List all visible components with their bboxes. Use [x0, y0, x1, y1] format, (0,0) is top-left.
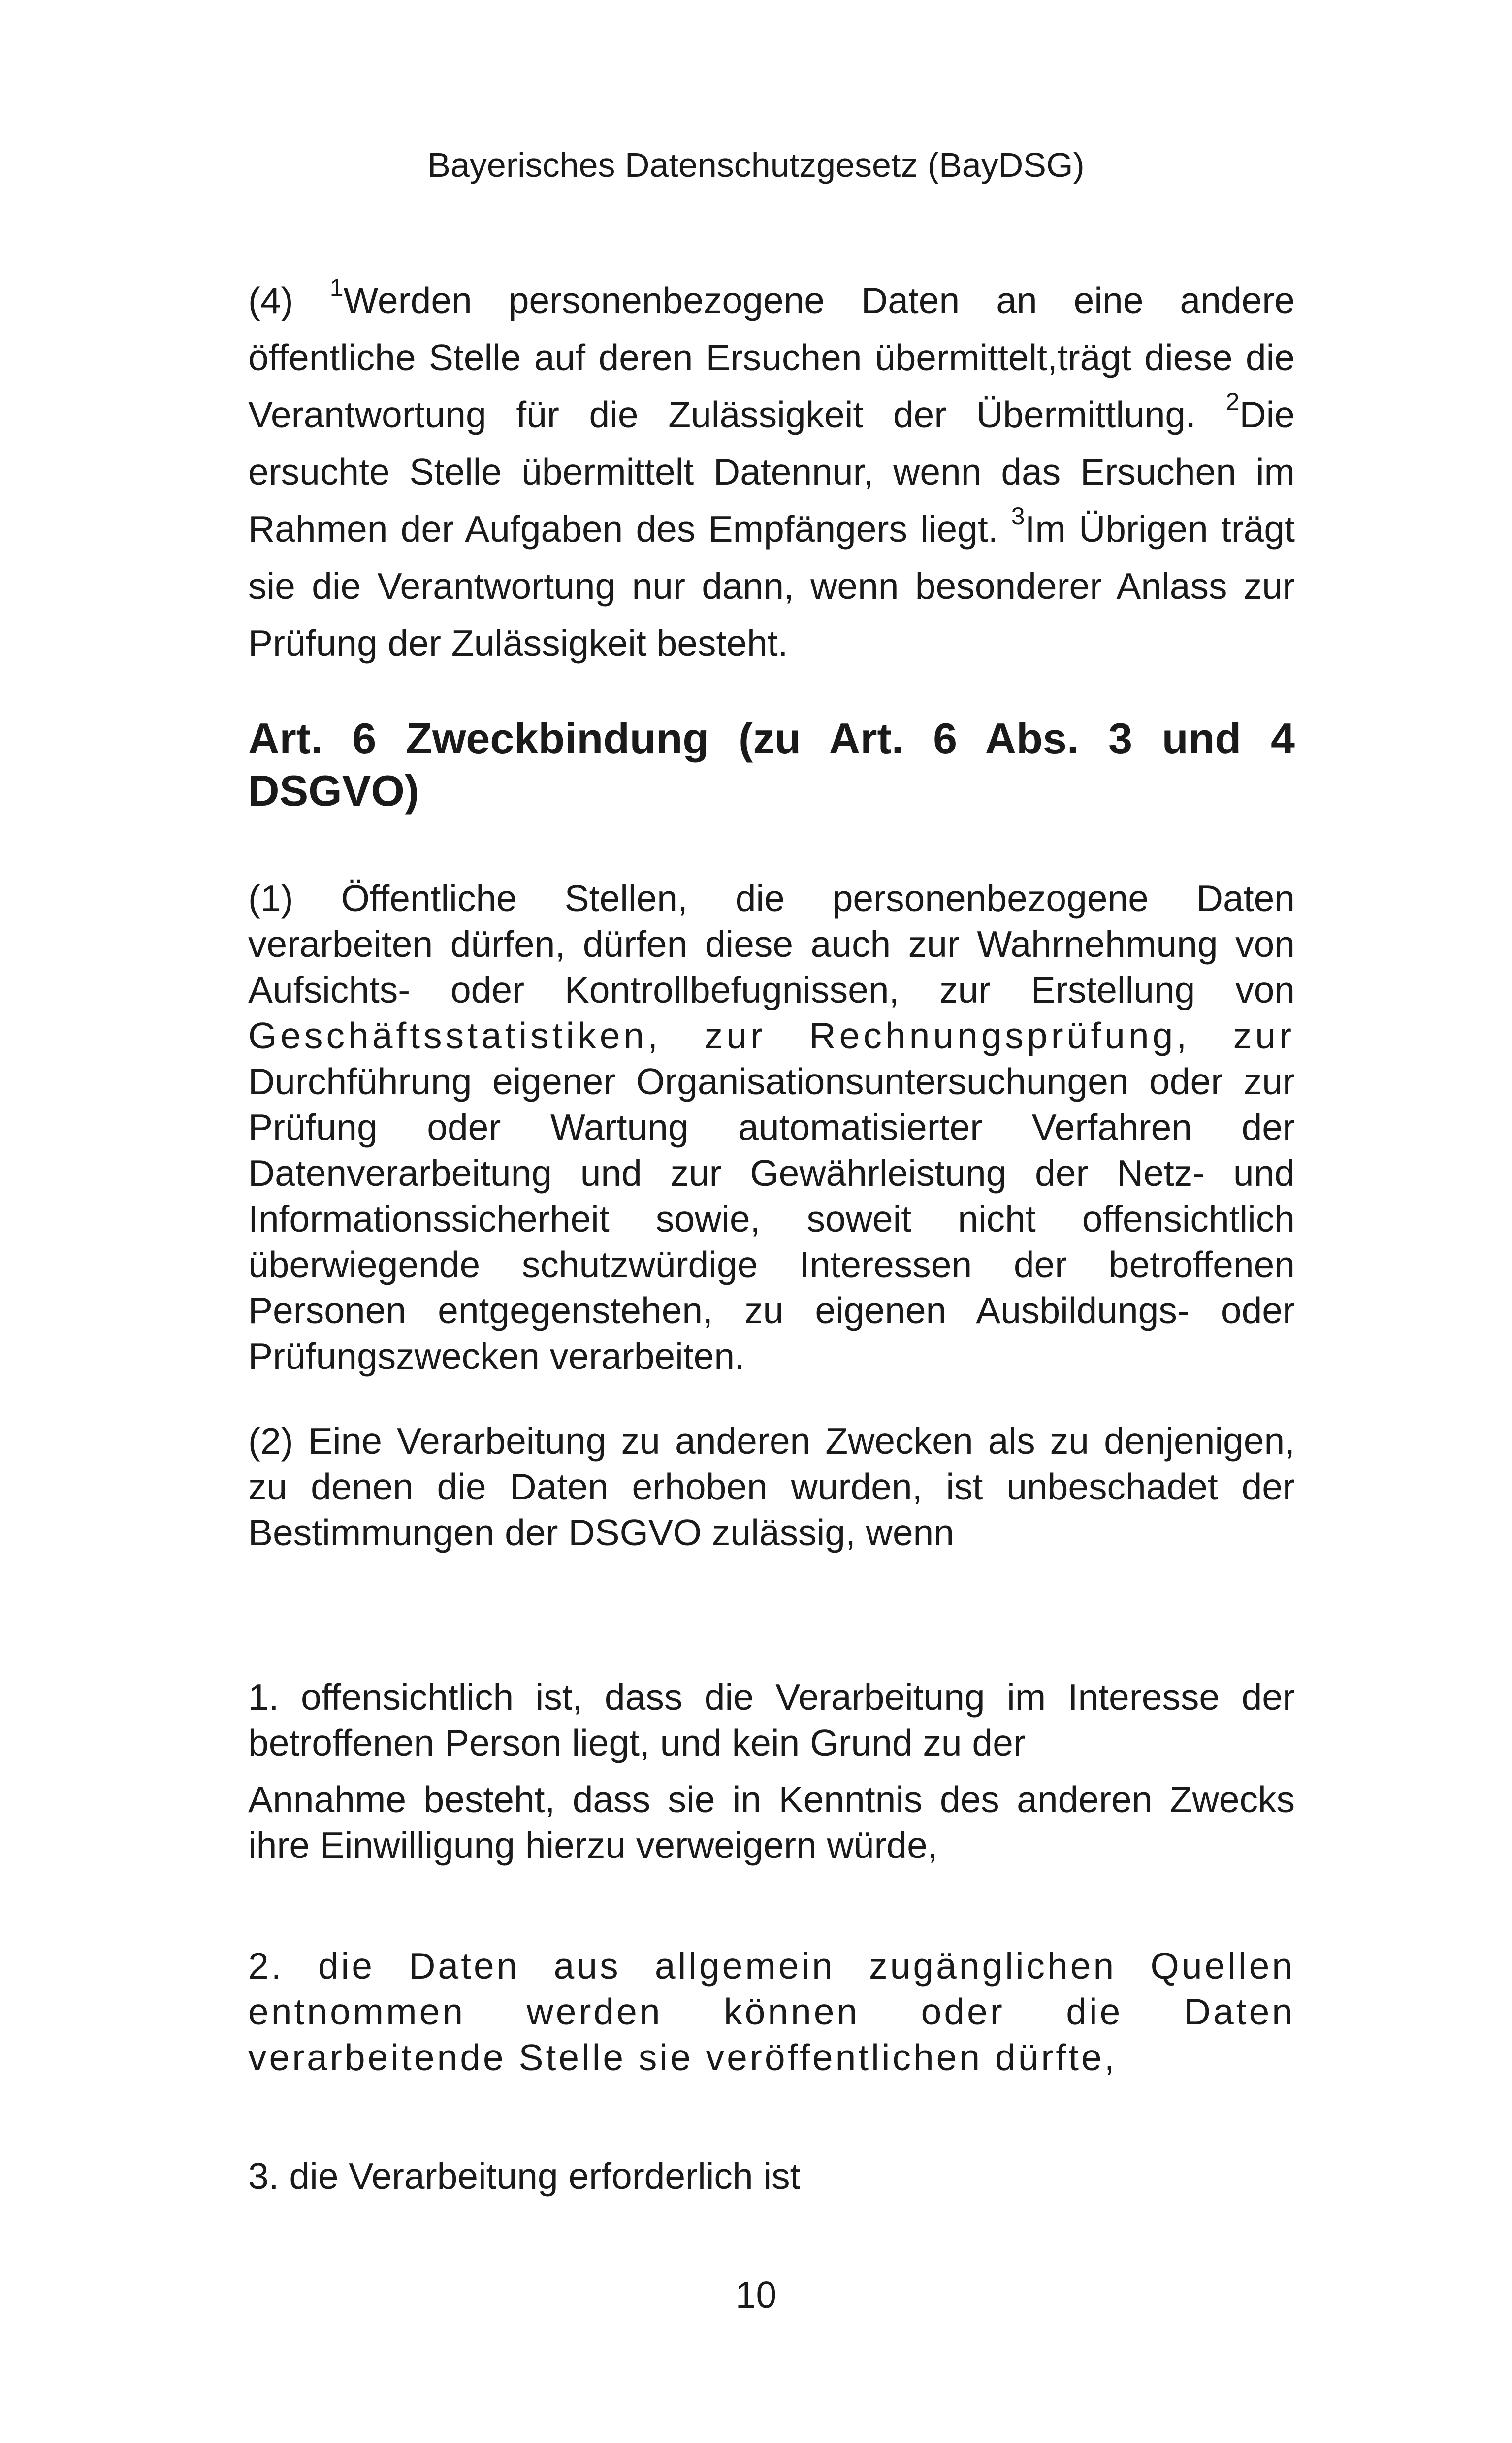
article-6-paragraph-1 — [248, 876, 1295, 1379]
running-header: Bayerisches Datenschutzgesetz (BayDSG) — [427, 146, 1085, 184]
article-heading: Art. 6 Zweckbindung (zu Art. 6 Abs. 3 und 4 DSGVO) — [248, 714, 1295, 815]
page-number: 10 — [735, 2274, 777, 2315]
list-item-3: 3. die Verarbeitung erforderlich ist — [248, 2155, 801, 2197]
list-item-1-line-2: Annahme besteht, dass sie in Kenntnis des anderen Zwecks ihre Einwilligung hierzu verweigern würde, — [248, 1779, 1295, 1866]
sentence-3: Im Übrigen trägt sie die Verantwortung nur dann, wenn besonderer Anlass zur Prüfung der Zulässigkeit besteht. — [248, 508, 1295, 664]
paragraph-1-part-a: (1) Öffentliche Stellen, die personenbezogene Daten verarbeiten dürfen, dürfen diese auch zur Wahrnehmung von Aufsichts- oder Kontrollbefugnissen, zur Erstellung von — [248, 878, 1295, 1010]
paragraph-number: (4) — [248, 280, 330, 321]
sentence-1: Werden personenbezogene Daten an eine andere öffentliche Stelle auf deren Ersuchen übermittelt,trägt diese die Verantwortung für die Zulässigkeit der Übermittlung. — [248, 280, 1295, 435]
paragraph-1-part-c: Durchführung eigener Organisationsuntersuchungen oder zur Prüfung oder Wartung automatisierter Verfahren der Datenverarbeitung und zur Gewährleistung der Netz- und Informationssicherheit sowie, soweit nicht offensichtlich überwiegende schutzwürdige Interessen der betroffenen Personen entgegenstehen, zu eigenen Ausbildungs- oder Prüfungszwecken verarbeiten. — [248, 1061, 1295, 1377]
paragraph-4 — [248, 272, 1295, 672]
sentence-2: Die ersuchte Stelle übermittelt Datennur, wenn das Ersuchen im Rahmen der Aufgaben des Empfängers liegt. — [248, 394, 1295, 550]
sentence-number-1: 1 — [329, 274, 344, 301]
paragraph-1-part-b: Geschäftsstatistiken, zur Rechnungsprüfung, zur — [248, 1015, 1295, 1056]
sentence-number-2: 2 — [1225, 388, 1240, 416]
list-item-2: 2. die Daten aus allgemein zugänglichen Quellen entnommen werden können oder die Daten verarbeitende Stelle sie veröffentlichen dürfte, — [248, 1945, 1295, 2078]
list-item-1-line-1: 1. offensichtlich ist, dass die Verarbeitung im Interesse der betroffenen Person liegt, und kein Grund zu der — [248, 1676, 1295, 1763]
article-6-paragraph-2: (2) Eine Verarbeitung zu anderen Zwecken als zu denjenigen, zu denen die Daten erhoben wurden, ist unbeschadet der Bestimmungen der DSGVO zulässig, wenn — [248, 1420, 1295, 1553]
sentence-number-3: 3 — [1011, 502, 1025, 530]
